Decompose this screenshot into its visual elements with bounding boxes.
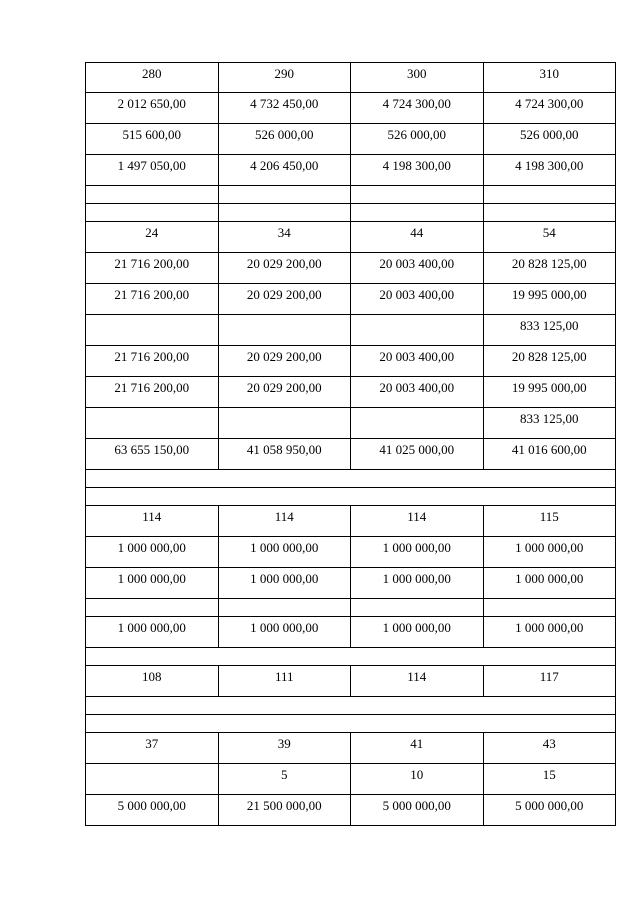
table-cell <box>483 284 616 315</box>
table-cell-value: 4 198 300,00 <box>382 158 451 173</box>
table-cell-value: 1 000 000,00 <box>117 571 186 586</box>
table-cell-value: 39 <box>277 736 291 751</box>
table-cell <box>218 377 351 408</box>
table-cell-value: 20 029 200,00 <box>246 380 322 395</box>
table-row <box>86 408 616 439</box>
table-cell <box>218 764 351 795</box>
table-cell <box>351 222 484 253</box>
table-cell-value <box>219 599 351 601</box>
table-cell <box>86 284 219 315</box>
table-row <box>86 764 616 795</box>
table-cell-value: 19 995 000,00 <box>511 380 587 395</box>
table-cell-value: 10 <box>410 767 424 782</box>
table-cell-value: 20 029 200,00 <box>246 287 322 302</box>
table-cell-value: 5 <box>281 767 288 782</box>
table-cell <box>483 222 616 253</box>
table-cell <box>351 599 484 617</box>
table-cell-value: 21 716 200,00 <box>114 349 190 364</box>
table-cell-value: 108 <box>142 669 162 684</box>
table-cell <box>86 124 219 155</box>
table-cell <box>86 346 219 377</box>
table-cell-value: 21 716 200,00 <box>114 256 190 271</box>
table-cell <box>86 506 219 537</box>
table-cell <box>86 568 219 599</box>
table-row <box>86 63 616 93</box>
table-row <box>86 124 616 155</box>
table-cell <box>86 599 219 617</box>
table-cell-value: 20 003 400,00 <box>379 349 455 364</box>
table-cell-value: 19 995 000,00 <box>511 287 587 302</box>
table-cell <box>86 253 219 284</box>
table-cell-value: 114 <box>407 509 427 524</box>
table-cell-value: 21 500 000,00 <box>246 798 322 813</box>
table-cell <box>483 186 616 204</box>
table-cell <box>483 315 616 346</box>
table-cell <box>351 346 484 377</box>
table-cell-value: 111 <box>274 669 294 684</box>
table-cell-value: 117 <box>539 669 559 684</box>
table-row <box>86 666 616 697</box>
table-cell-value: 833 125,00 <box>520 318 579 333</box>
table-cell-value: 5 000 000,00 <box>117 798 186 813</box>
table-cell <box>483 568 616 599</box>
table-cell-value: 21 716 200,00 <box>114 380 190 395</box>
table-cell-value: 15 <box>542 767 556 782</box>
table-cell <box>351 439 484 470</box>
table-cell-value <box>219 408 351 410</box>
table-row <box>86 617 616 648</box>
table-cell <box>483 408 616 439</box>
table-cell-value <box>351 599 483 601</box>
table-cell <box>86 439 219 470</box>
table-cell-value <box>219 204 351 206</box>
table-cell <box>86 93 219 124</box>
table-cell-value: 5 000 000,00 <box>515 798 584 813</box>
table-cell <box>351 284 484 315</box>
table-cell-value <box>351 408 483 410</box>
table-cell-value: 114 <box>407 669 427 684</box>
table-cell <box>483 764 616 795</box>
table-spacer-row <box>86 488 616 506</box>
table-cell-value: 41 058 950,00 <box>246 442 322 457</box>
table-cell-value: 526 000,00 <box>520 127 579 142</box>
table-cell <box>218 506 351 537</box>
table-spacer-row <box>86 648 616 666</box>
table-cell-value <box>86 408 218 410</box>
table-cell <box>218 537 351 568</box>
table-cell-value: 1 000 000,00 <box>515 620 584 635</box>
table-cell <box>218 733 351 764</box>
table-cell <box>351 124 484 155</box>
table-cell <box>218 568 351 599</box>
table-row <box>86 568 616 599</box>
table-cell-value <box>219 186 351 188</box>
table-cell <box>218 408 351 439</box>
table-cell <box>483 795 616 826</box>
table-cell-value: 515 600,00 <box>122 127 181 142</box>
table-cell <box>483 733 616 764</box>
table-cell <box>218 186 351 204</box>
table-cell-value: 41 025 000,00 <box>379 442 455 457</box>
table-cell-value: 21 716 200,00 <box>114 287 190 302</box>
table-cell-value: 1 497 050,00 <box>117 158 186 173</box>
table-spacer-cell <box>86 488 616 506</box>
table-row <box>86 733 616 764</box>
table-row <box>86 537 616 568</box>
table-cell-value <box>86 204 218 206</box>
table-row <box>86 439 616 470</box>
table-row <box>86 222 616 253</box>
table-cell-value <box>219 315 351 317</box>
table-cell-value: 833 125,00 <box>520 411 579 426</box>
table-cell <box>483 537 616 568</box>
table-cell <box>351 93 484 124</box>
table-cell-value <box>86 315 218 317</box>
table-spacer-cell <box>86 470 616 488</box>
table-cell <box>86 63 219 93</box>
table-cell <box>218 315 351 346</box>
table-cell-value: 20 003 400,00 <box>379 380 455 395</box>
table-spacer-row <box>86 715 616 733</box>
table-cell-value: 1 000 000,00 <box>250 571 319 586</box>
table-cell <box>351 764 484 795</box>
table-row <box>86 506 616 537</box>
table-cell-value: 290 <box>274 66 294 81</box>
table-cell-value: 1 000 000,00 <box>515 540 584 555</box>
table-cell <box>483 599 616 617</box>
table-cell <box>86 733 219 764</box>
table-spacer-row <box>86 697 616 715</box>
table-cell-value: 20 029 200,00 <box>246 349 322 364</box>
table-row <box>86 186 616 204</box>
table-cell-value: 20 828 125,00 <box>511 256 587 271</box>
table-cell-value: 310 <box>539 66 559 81</box>
table-cell-value: 526 000,00 <box>387 127 446 142</box>
table-cell <box>86 204 219 222</box>
table-cell-value: 2 012 650,00 <box>117 96 186 111</box>
table-cell <box>218 222 351 253</box>
table-spacer-cell <box>86 697 616 715</box>
table-cell-value: 4 724 300,00 <box>382 96 451 111</box>
table-cell <box>218 617 351 648</box>
table-cell <box>351 377 484 408</box>
table-cell-value: 1 000 000,00 <box>250 620 319 635</box>
table-cell-value <box>484 599 616 601</box>
table-cell-value: 43 <box>542 736 556 751</box>
table-cell <box>483 666 616 697</box>
table-row <box>86 377 616 408</box>
table-cell <box>351 666 484 697</box>
table-row <box>86 599 616 617</box>
table-cell-value: 44 <box>410 225 424 240</box>
table-cell-value: 41 <box>410 736 424 751</box>
table-cell-value: 1 000 000,00 <box>117 620 186 635</box>
table-cell-value: 1 000 000,00 <box>250 540 319 555</box>
table-cell-value: 1 000 000,00 <box>382 540 451 555</box>
table-cell <box>351 568 484 599</box>
table-cell <box>351 315 484 346</box>
table-cell <box>86 617 219 648</box>
table-row <box>86 315 616 346</box>
table-cell-value: 1 000 000,00 <box>515 571 584 586</box>
table-row <box>86 284 616 315</box>
table-cell-value: 4 198 300,00 <box>515 158 584 173</box>
table-cell-value: 115 <box>539 509 559 524</box>
table-cell-value: 1 000 000,00 <box>382 620 451 635</box>
table-cell-value <box>86 599 218 601</box>
table-cell <box>483 93 616 124</box>
table-cell-value: 4 732 450,00 <box>250 96 319 111</box>
table-cell-value <box>351 204 483 206</box>
table-cell-value: 20 003 400,00 <box>379 256 455 271</box>
table-cell <box>351 408 484 439</box>
table-cell <box>351 155 484 186</box>
table-cell <box>483 63 616 93</box>
table-cell-value: 37 <box>145 736 159 751</box>
table-cell <box>483 377 616 408</box>
table-cell <box>351 617 484 648</box>
table-cell <box>86 222 219 253</box>
table-cell <box>351 253 484 284</box>
table-row <box>86 346 616 377</box>
table-cell <box>351 63 484 93</box>
table-cell <box>483 506 616 537</box>
table-cell <box>86 186 219 204</box>
table-cell <box>351 186 484 204</box>
table-cell <box>483 155 616 186</box>
table-cell <box>86 315 219 346</box>
table-cell-value: 114 <box>274 509 294 524</box>
table-cell <box>483 253 616 284</box>
table-cell-value: 24 <box>145 225 159 240</box>
table-cell-value: 41 016 600,00 <box>511 442 587 457</box>
table-cell <box>218 93 351 124</box>
table-cell-value: 4 206 450,00 <box>250 158 319 173</box>
table-cell-value: 20 003 400,00 <box>379 287 455 302</box>
table-cell <box>483 124 616 155</box>
table-cell-value <box>86 764 218 766</box>
table-cell <box>218 439 351 470</box>
table-cell-value: 63 655 150,00 <box>114 442 190 457</box>
table-cell <box>218 666 351 697</box>
table-cell <box>86 795 219 826</box>
table-cell <box>218 253 351 284</box>
table-cell <box>351 733 484 764</box>
table-spacer-row <box>86 470 616 488</box>
table-cell-value <box>484 204 616 206</box>
table-cell <box>86 666 219 697</box>
table-cell <box>86 764 219 795</box>
table-cell <box>483 617 616 648</box>
table-cell <box>483 346 616 377</box>
table-cell-value <box>484 186 616 188</box>
table-cell <box>351 204 484 222</box>
table-cell <box>351 537 484 568</box>
table-cell <box>86 537 219 568</box>
table-cell-value: 34 <box>277 225 291 240</box>
table-cell-value <box>86 186 218 188</box>
table-row <box>86 93 616 124</box>
data-table <box>85 62 616 826</box>
table-cell-value: 280 <box>142 66 162 81</box>
table-cell-value: 526 000,00 <box>255 127 314 142</box>
data-table-body <box>86 63 616 826</box>
table-cell-value: 114 <box>142 509 162 524</box>
table-cell <box>218 124 351 155</box>
table-spacer-cell <box>86 715 616 733</box>
table-cell-value: 54 <box>542 225 556 240</box>
table-spacer-cell <box>86 648 616 666</box>
table-cell-value: 20 029 200,00 <box>246 256 322 271</box>
table-cell <box>218 204 351 222</box>
table-cell <box>218 795 351 826</box>
table-cell <box>351 506 484 537</box>
table-cell <box>351 795 484 826</box>
table-cell-value: 5 000 000,00 <box>382 798 451 813</box>
table-cell <box>218 599 351 617</box>
table-row <box>86 204 616 222</box>
table-cell <box>218 284 351 315</box>
table-cell-value: 300 <box>407 66 427 81</box>
table-cell-value <box>351 186 483 188</box>
table-cell-value: 1 000 000,00 <box>117 540 186 555</box>
table-row <box>86 253 616 284</box>
table-cell-value: 1 000 000,00 <box>382 571 451 586</box>
table-cell <box>218 346 351 377</box>
table-cell <box>483 439 616 470</box>
table-cell-value <box>351 315 483 317</box>
table-cell-value: 20 828 125,00 <box>511 349 587 364</box>
table-cell <box>86 155 219 186</box>
table-row <box>86 795 616 826</box>
table-cell <box>86 377 219 408</box>
table-cell <box>218 155 351 186</box>
table-row <box>86 155 616 186</box>
table-cell <box>483 204 616 222</box>
table-cell <box>86 408 219 439</box>
table-cell-value: 4 724 300,00 <box>515 96 584 111</box>
table-cell <box>218 63 351 93</box>
